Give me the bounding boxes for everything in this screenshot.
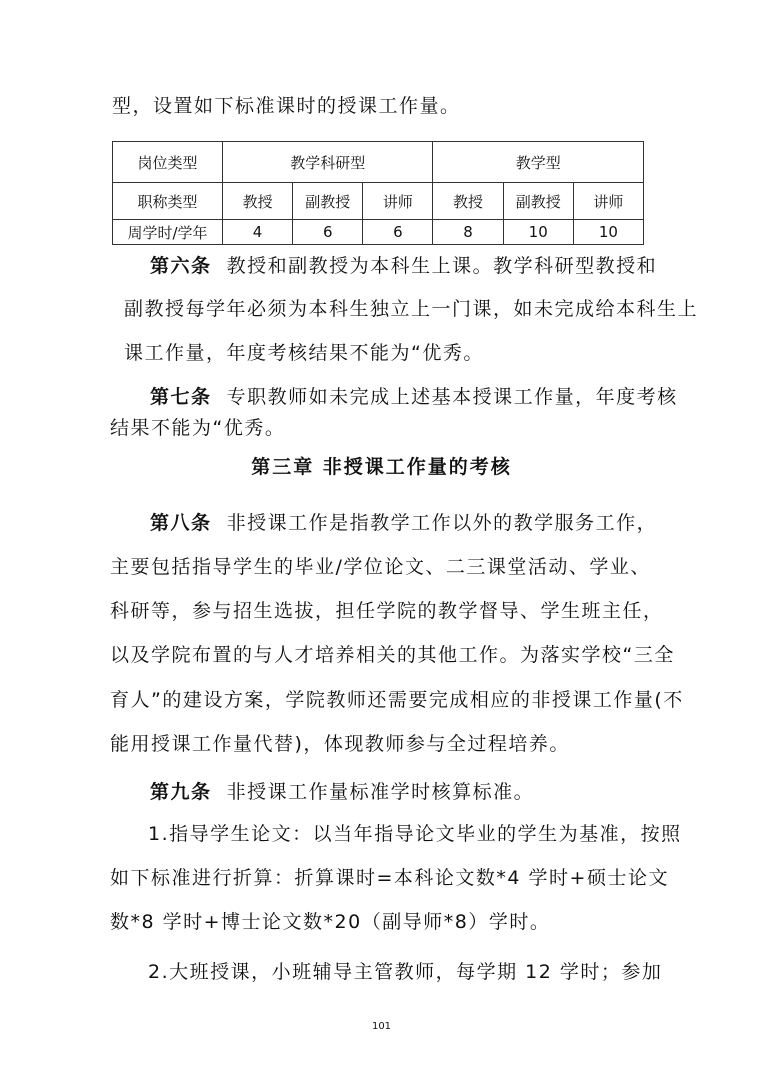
page-number: 101 (371, 1021, 392, 1032)
article8-title: 第八条 (150, 512, 212, 534)
table-cell: 教授 (433, 183, 503, 220)
article8-line-3: 科研等，参与招生选拔，担任学院的教学督导、学生班主任， (110, 600, 664, 622)
article8-line-2: 主要包括指导学生的毕业/学位论文、二三课堂活动、学业、 (110, 556, 651, 578)
table-cell: 教学科研型 (223, 142, 433, 183)
table-cell: 6 (293, 220, 363, 245)
intro-line: 型，设置如下标准课时的授课工作量。 (112, 95, 461, 117)
paragraph-text: 专职教师如未完成上述基本授课工作量，年度考核 (226, 386, 678, 408)
table-cell: 教授 (223, 183, 293, 220)
table-cell: 8 (433, 220, 503, 245)
article9-title: 第九条 (150, 781, 212, 803)
table-cell: 周学时/学年 (113, 220, 223, 245)
article8-line-6: 能用授课工作量代替)，体现教师参与全过程培养。 (110, 733, 570, 755)
table-cell: 讲师 (573, 183, 643, 220)
item1-line-3: 数*8 学时+博士论文数*20（副导师*8）学时。 (110, 911, 551, 933)
paragraph-text: 非授课工作量标准学时核算标准。 (226, 781, 535, 803)
article8-line-5: 育人”的建设方案，学院教师还需要完成相应的非授课工作量(不 (110, 689, 684, 711)
article9-line-1 (150, 778, 534, 806)
article6-line-2: 副教授每学年必须为本科生独立上一门课，如未完成给本科生上 (124, 298, 699, 320)
table-row (113, 142, 644, 183)
article7-title: 第七条 (150, 386, 212, 408)
article7-line-2: 结果不能为“优秀。 (110, 417, 286, 439)
table-row (113, 220, 644, 245)
article8-line-4: 以及学院布置的与人才培养相关的其他工作。为落实学校“三全 (110, 644, 675, 666)
table-cell: 6 (363, 220, 433, 245)
article8-line-1 (150, 509, 657, 537)
item2-line-1: 2.大班授课，小班辅导主管教师，每学期 12 学时；参加 (148, 961, 663, 983)
table-row (113, 183, 644, 220)
paragraph-text: 教授和副教授为本科生上课。教学科研型教授和 (226, 255, 658, 277)
article6-title: 第六条 (150, 255, 212, 277)
item1-line-1: 1.指导学生论文：以当年指导论文毕业的学生为基准，按照 (148, 823, 682, 845)
table-cell: 副教授 (293, 183, 363, 220)
table-cell: 讲师 (363, 183, 433, 220)
item1-line-2: 如下标准进行折算：折算课时=本科论文数*4 学时+硕士论文 (110, 867, 669, 889)
table-cell: 教学型 (433, 142, 644, 183)
table-cell: 职称类型 (113, 183, 223, 220)
table-cell: 10 (503, 220, 573, 245)
paragraph-text: 非授课工作是指教学工作以外的教学服务工作， (226, 512, 658, 534)
table-cell: 副教授 (503, 183, 573, 220)
article6-line-1 (150, 252, 657, 280)
article7-line-1 (150, 383, 678, 411)
standard-hours-table (112, 141, 644, 245)
article6-line-3: 课工作量，年度考核结果不能为“优秀。 (124, 342, 484, 364)
chapter-heading: 第三章 非授课工作量的考核 (251, 456, 512, 478)
table-cell: 岗位类型 (113, 142, 223, 183)
table-cell: 10 (573, 220, 643, 245)
table-cell: 4 (223, 220, 293, 245)
